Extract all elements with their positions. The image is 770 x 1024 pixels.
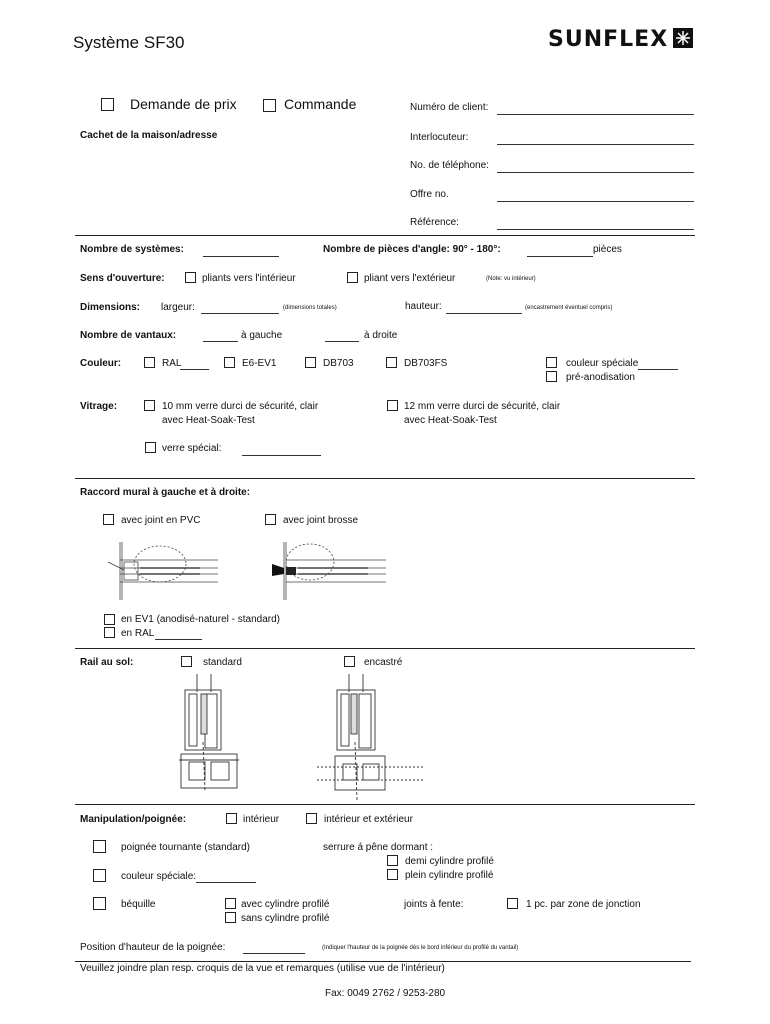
vantaux-droite-label: à droite [364, 330, 398, 341]
bequille-checkbox[interactable] [93, 897, 106, 910]
pieces-label: pièces [593, 244, 622, 255]
largeur-label: largeur: [161, 302, 195, 313]
vantaux-gauche-field[interactable] [203, 341, 238, 342]
fax-number: Fax: 0049 2762 / 9253-280 [325, 988, 446, 999]
joints-label: joints à fente: [404, 899, 464, 910]
raccord-brosse-checkbox[interactable] [265, 514, 276, 525]
avec-cylindre-checkbox[interactable] [225, 898, 236, 909]
sens-exterieur-checkbox[interactable] [347, 272, 358, 283]
plein-cylindre-label: plein cylindre profilé [405, 870, 494, 881]
position-note: (Indiquer l'hauteur de la poignée dès le bord inférieur du profilé du vantail) [322, 945, 519, 951]
raccord-ev1-checkbox[interactable] [104, 614, 115, 625]
hauteur-note: (encastrement éventuel compris) [525, 305, 613, 311]
vitrage-12mm-line2: avec Heat-Soak-Test [404, 415, 497, 426]
couleur-speciale-poignee-label: couleur spéciale: [121, 871, 197, 882]
offre-label: Offre no. [410, 189, 449, 200]
couleur-speciale-poignee-field[interactable] [196, 882, 256, 883]
angle-field[interactable] [527, 256, 593, 257]
sens-exterieur-label: pliant vers l'extérieur [364, 273, 456, 284]
preanod-label: pré-anodisation [566, 372, 635, 383]
couleur-ral-checkbox[interactable] [144, 357, 155, 368]
sans-cylindre-checkbox[interactable] [225, 912, 236, 923]
interlocuteur-label: Interlocuteur: [410, 132, 469, 143]
sunflex-logo-icon [673, 28, 693, 48]
preanod-checkbox[interactable] [546, 371, 557, 382]
vitrage-10mm-line2: avec Heat-Soak-Test [162, 415, 255, 426]
manip-interieur-label: intérieur [243, 814, 280, 825]
divider [75, 235, 695, 236]
tournante-checkbox[interactable] [93, 840, 106, 853]
sens-label: Sens d'ouverture: [80, 273, 165, 284]
couleur-speciale-label: couleur spéciale [566, 358, 639, 369]
manip-int-ext-label: intérieur et extérieur [324, 814, 413, 825]
numero-client-field[interactable] [497, 114, 694, 115]
vitrage-label: Vitrage: [80, 401, 118, 412]
couleur-speciale-checkbox[interactable] [546, 357, 557, 368]
pvc-joint-diagram [100, 540, 220, 604]
couleur-ral-field[interactable] [180, 369, 209, 370]
sens-note: (Note: vu intérieur) [486, 276, 536, 282]
plein-cylindre-checkbox[interactable] [387, 869, 398, 880]
position-label: Position d'hauteur de la poignée: [80, 942, 226, 953]
vantaux-gauche-label: à gauche [241, 330, 283, 341]
couleur-label: Couleur: [80, 358, 122, 369]
divider [75, 648, 695, 649]
sens-interieur-checkbox[interactable] [185, 272, 196, 283]
tournante-label: poignée tournante (standard) [121, 842, 250, 853]
systemes-field[interactable] [203, 256, 279, 257]
reference-label: Référence: [410, 217, 459, 228]
demande-label: Demande de prix [130, 96, 237, 112]
rail-encastre-label: encastré [364, 657, 403, 668]
demi-cylindre-label: demi cylindre profilé [405, 856, 494, 867]
telephone-label: No. de téléphone: [410, 160, 489, 171]
rail-label: Rail au sol: [80, 657, 134, 668]
logo-text: SUNFLEX [548, 27, 669, 52]
verre-special-label: verre spécial: [162, 443, 222, 454]
largeur-note: (dimensions totales) [283, 305, 337, 311]
vitrage-10mm-checkbox[interactable] [144, 400, 155, 411]
divider [75, 961, 691, 962]
hauteur-field[interactable] [446, 313, 522, 314]
couleur-db703fs-checkbox[interactable] [386, 357, 397, 368]
couleur-speciale-poignee-checkbox[interactable] [93, 869, 106, 882]
verre-special-field[interactable] [242, 455, 321, 456]
couleur-db703-label: DB703 [323, 358, 354, 369]
couleur-e6-checkbox[interactable] [224, 357, 235, 368]
serrure-label: serrure á pêne dormant : [323, 842, 434, 853]
demi-cylindre-checkbox[interactable] [387, 855, 398, 866]
hauteur-label: hauteur: [405, 301, 442, 312]
telephone-field[interactable] [497, 172, 694, 173]
vantaux-label: Nombre de vantaux: [80, 330, 177, 341]
largeur-field[interactable] [201, 313, 279, 314]
manip-label: Manipulation/poignée: [80, 814, 187, 825]
sans-cylindre-label: sans cylindre profilé [241, 913, 330, 924]
rail-encastre-checkbox[interactable] [344, 656, 355, 667]
systemes-label: Nombre de systèmes: [80, 244, 184, 255]
couleur-db703fs-label: DB703FS [404, 358, 448, 369]
numero-client-label: Numéro de client: [410, 102, 489, 113]
raccord-ral-label: en RAL [121, 628, 155, 639]
rail-standard-checkbox[interactable] [181, 656, 192, 667]
vantaux-droite-field[interactable] [325, 341, 359, 342]
brosse-joint-diagram [268, 540, 388, 604]
interlocuteur-field[interactable] [497, 144, 694, 145]
sunflex-logo [548, 27, 693, 52]
divider [75, 804, 695, 805]
position-field[interactable] [243, 953, 305, 954]
couleur-e6-label: E6-EV1 [242, 358, 277, 369]
offre-field[interactable] [497, 201, 694, 202]
commande-label: Commande [284, 96, 357, 112]
avec-cylindre-label: avec cylindre profilé [241, 899, 330, 910]
cachet-label: Cachet de la maison/adresse [80, 130, 218, 141]
commande-checkbox[interactable] [263, 99, 276, 112]
vitrage-12mm-checkbox[interactable] [387, 400, 398, 411]
dimensions-label: Dimensions: [80, 302, 141, 313]
rail-encastre-diagram [315, 672, 425, 802]
rail-standard-diagram [175, 672, 245, 792]
footer-note: Veuillez joindre plan resp. croquis de la vue et remarques (utilise vue de l'intérieur) [80, 963, 445, 974]
raccord-label: Raccord mural à gauche et à droite: [80, 487, 251, 498]
joints-pc-label: 1 pc. par zone de jonction [526, 899, 641, 910]
raccord-brosse-label: avec joint brosse [283, 515, 359, 526]
raccord-pvc-label: avec joint en PVC [121, 515, 201, 526]
manip-interieur-checkbox[interactable] [226, 813, 237, 824]
rail-standard-label: standard [203, 657, 242, 668]
couleur-db703-checkbox[interactable] [305, 357, 316, 368]
raccord-pvc-checkbox[interactable] [103, 514, 114, 525]
vitrage-10mm-line1: 10 mm verre durci de sécurité, clair [162, 401, 319, 412]
raccord-ral-field[interactable] [155, 639, 202, 640]
joints-checkbox[interactable] [507, 898, 518, 909]
bequille-label: béquille [121, 899, 156, 910]
sens-interieur-label: pliants vers l'intérieur [202, 273, 296, 284]
couleur-speciale-field[interactable] [638, 369, 678, 370]
raccord-ev1-label: en EV1 (anodisé-naturel - standard) [121, 614, 280, 625]
reference-field[interactable] [497, 229, 694, 230]
divider [75, 478, 695, 479]
page-title: Système SF30 [73, 33, 185, 52]
raccord-ral-checkbox[interactable] [104, 627, 115, 638]
vitrage-12mm-line1: 12 mm verre durci de sécurité, clair [404, 401, 561, 412]
couleur-ral-label: RAL [162, 358, 182, 369]
angle-label: Nombre de pièces d'angle: 90° - 180°: [323, 244, 501, 255]
verre-special-checkbox[interactable] [145, 442, 156, 453]
manip-int-ext-checkbox[interactable] [306, 813, 317, 824]
demande-checkbox[interactable] [101, 98, 114, 111]
